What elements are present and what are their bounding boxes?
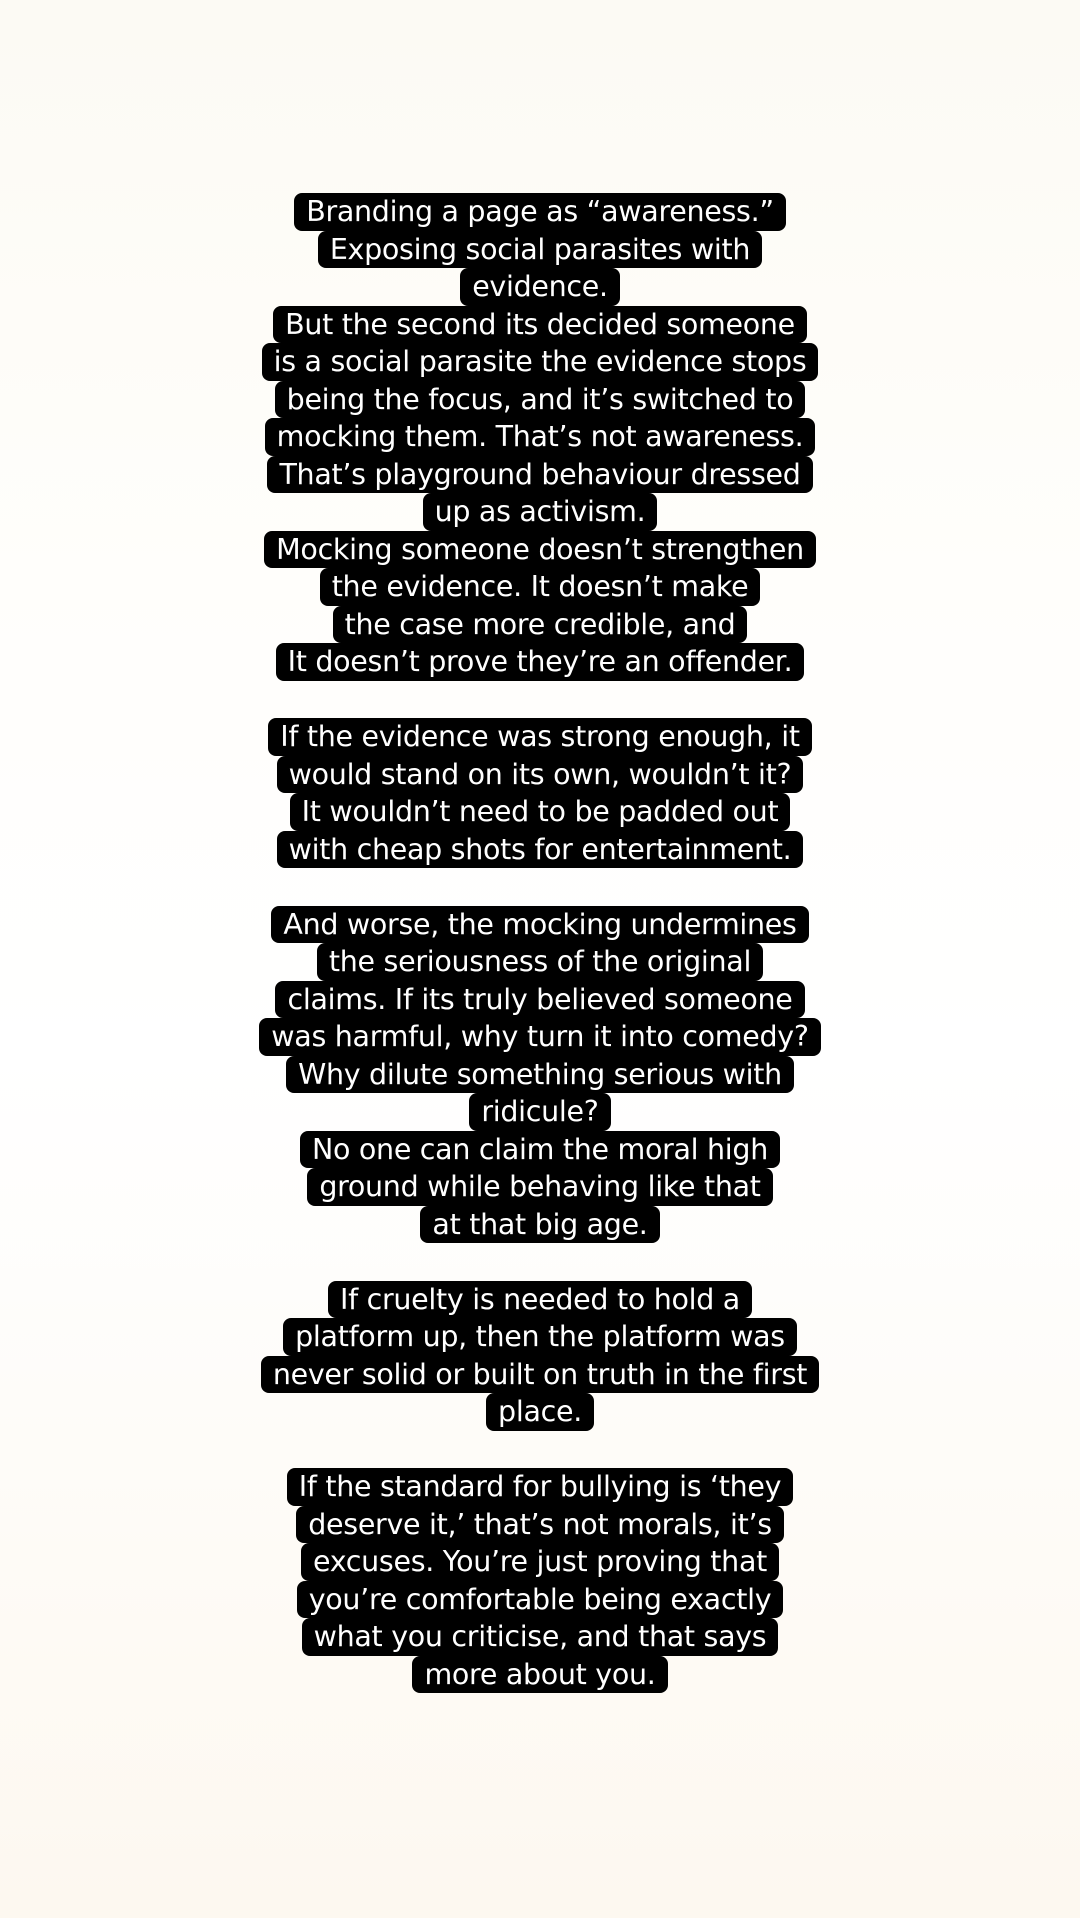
story-text-line: Exposing social parasites with — [318, 231, 762, 269]
story-text-line: more about you. — [412, 1656, 667, 1694]
story-text-line: Why dilute something serious with — [286, 1056, 794, 1094]
story-text-line: platform up, then the platform was — [283, 1318, 797, 1356]
story-text-line: mocking them. That’s not awareness. — [265, 418, 816, 456]
story-text-line: what you criticise, and that says — [302, 1618, 779, 1656]
story-text-line: That’s playground behaviour dressed — [267, 456, 812, 494]
story-text-line: If the standard for bullying is ‘they — [287, 1468, 793, 1506]
story-text-line: at that big age. — [420, 1206, 659, 1244]
story-text-line: was harmful, why turn it into comedy? — [259, 1018, 820, 1056]
story-text-line: ground while behaving like that — [307, 1168, 772, 1206]
story-text-line: claims. If its truly believed someone — [275, 981, 804, 1019]
story-text-line: the case more credible, and — [333, 606, 748, 644]
story-text-line: And worse, the mocking undermines — [271, 906, 808, 944]
story-text-line: excuses. You’re just proving that — [301, 1543, 779, 1581]
story-text-line: being the focus, and it’s switched to — [275, 381, 806, 419]
story-text-line: No one can claim the moral high — [300, 1131, 780, 1169]
story-text-line: It wouldn’t need to be padded out — [290, 793, 791, 831]
story-text-stack — [0, 193, 1080, 1693]
story-text-line: It doesn’t prove they’re an offender. — [276, 643, 805, 681]
story-text-line: Branding a page as “awareness.” — [294, 193, 786, 231]
story-text-line: the evidence. It doesn’t make — [320, 568, 761, 606]
story-text-line: would stand on its own, wouldn’t it? — [277, 756, 804, 794]
story-text-line: But the second its decided someone — [273, 306, 807, 344]
story-text-line: never solid or built on truth in the first — [261, 1356, 819, 1394]
story-text-line: evidence. — [460, 268, 620, 306]
story-text-line: up as activism. — [423, 493, 658, 531]
story-text-line: deserve it,’ that’s not morals, it’s — [296, 1506, 784, 1544]
story-text-line: If cruelty is needed to hold a — [328, 1281, 752, 1319]
story-text-line: is a social parasite the evidence stops — [262, 343, 819, 381]
story-text-line: you’re comfortable being exactly — [297, 1581, 784, 1619]
story-text-line: place. — [486, 1393, 594, 1431]
story-text-line: with cheap shots for entertainment. — [277, 831, 804, 869]
story-text-line: Mocking someone doesn’t strengthen — [264, 531, 816, 569]
story-text-line: If the evidence was strong enough, it — [268, 718, 811, 756]
story-text-line: the seriousness of the original — [317, 943, 763, 981]
story-text-line: ridicule? — [469, 1093, 610, 1131]
